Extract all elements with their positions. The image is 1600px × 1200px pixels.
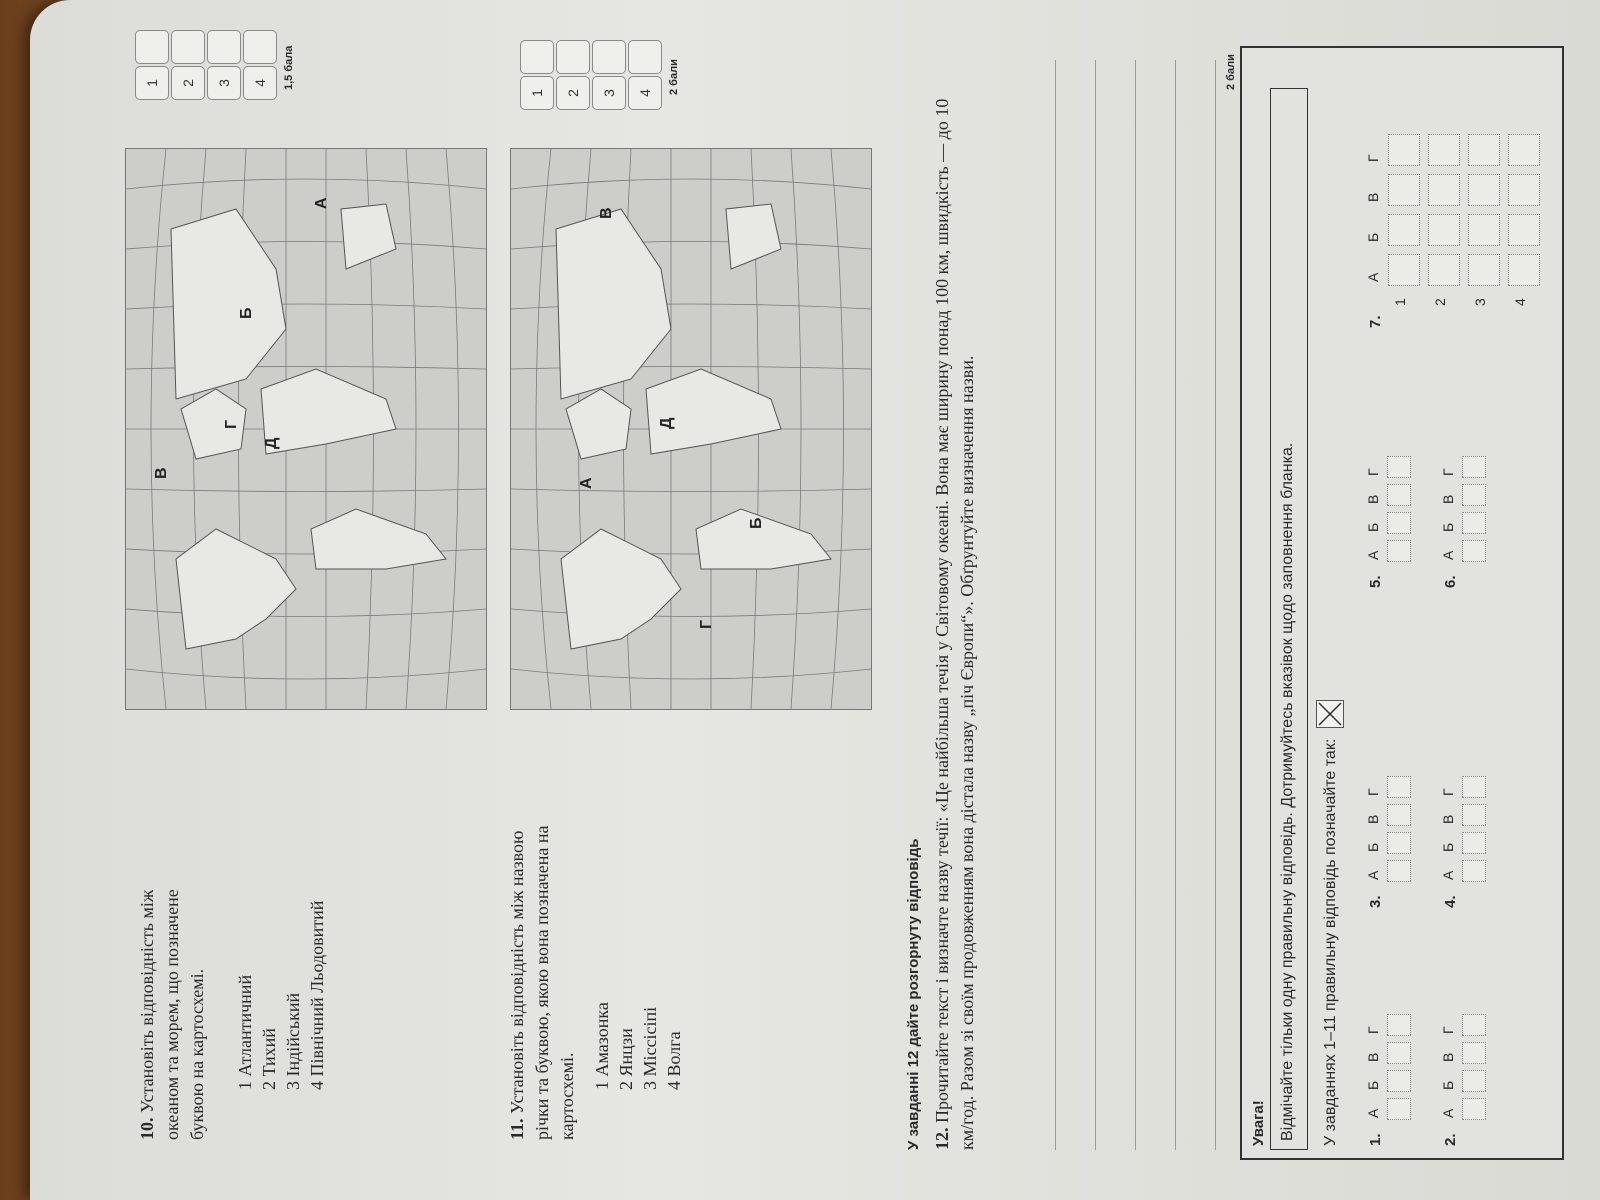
answer-checkbox[interactable] [1462,484,1486,506]
task11-row-number: 3 [592,76,626,110]
map2-letter: В [598,207,615,219]
task12-text: Прочитайте текст і визначте назву течії: «Це найбільша течія у Світовому океані. Вона має ширину понад 100 км, швидкість — до 10 км/год. Разом зі своїм продовженням вона дістала назву „піч Європи“». Обґрунтуйте визначення назви. [932,98,977,1150]
letter-head: Б [1440,842,1456,852]
answer-checkbox[interactable] [1387,540,1411,562]
answer-checkbox[interactable] [1462,1098,1486,1120]
matrix-checkbox[interactable] [1388,134,1420,166]
answer-item-number: 3. [1367,895,1384,908]
answer-checkbox[interactable] [1387,484,1411,506]
answer-checkbox[interactable] [1462,1042,1486,1064]
task11-option: 3 Міссісіпі [640,1006,660,1090]
answer-checkbox[interactable] [1462,860,1486,882]
letter-head: Б [1440,1080,1456,1090]
answer-checkbox[interactable] [1387,456,1411,478]
answer-checkbox[interactable] [1387,1098,1411,1120]
task11-row-number: 1 [520,76,554,110]
letter-head: А [1365,1108,1381,1118]
task10-number: 10. [137,1117,157,1140]
answer-checkbox[interactable] [1462,456,1486,478]
task11-options [590,1002,686,1090]
letter-head: Г [1365,468,1381,476]
map1-letter: В [153,467,170,479]
task10-option: 3 Індійський [283,992,303,1090]
letter-head: А [1440,870,1456,880]
matrix-checkbox[interactable] [1428,134,1460,166]
letter-head: В [1440,1052,1456,1062]
answer-checkbox[interactable] [1462,1070,1486,1092]
task10-answer-box[interactable] [135,30,169,64]
map2-letter: Г [698,619,715,629]
section12-heading: У завданні 12 дайте розгорнуту відповідь [905,838,922,1150]
task11-option: 2 Янцзи [616,1028,636,1090]
task11-row-number: 2 [556,76,590,110]
task11-row-number: 4 [628,76,662,110]
letter-head: А [1365,870,1381,880]
letter-head: Б [1365,232,1381,242]
answer-line[interactable] [1135,60,1136,1150]
notice-instruction: У завданнях 1–11 правильну відповідь позначайте так: [1322,738,1339,1146]
answer-item-number: 6. [1442,575,1459,588]
letter-head: В [1365,494,1381,504]
matrix-checkbox[interactable] [1388,214,1420,246]
matrix-checkbox[interactable] [1428,254,1460,286]
matrix-row-number: 2 [1432,298,1448,306]
matrix-checkbox[interactable] [1428,174,1460,206]
matrix-row-number: 4 [1512,298,1528,306]
task11-number: 11. [507,1118,527,1140]
letter-head: Б [1365,842,1381,852]
answer-checkbox[interactable] [1462,832,1486,854]
letter-head: В [1440,814,1456,824]
task10-answer-box[interactable] [171,30,205,64]
notice-box [1270,88,1308,1150]
task11-answer-box[interactable] [556,40,590,74]
task10-options [233,901,329,1090]
letter-head: Г [1440,788,1456,796]
world-map-2 [511,149,871,709]
task12-points: 2 бали [1225,54,1237,90]
map1-letter: А [313,197,330,209]
letter-head: А [1365,272,1381,282]
answer-checkbox[interactable] [1387,1014,1411,1036]
letter-head: Г [1365,788,1381,796]
world-map-1 [126,149,486,709]
task10-question [135,840,210,1140]
task11-answer-box[interactable] [592,40,626,74]
task10-map [125,148,487,710]
answer-checkbox[interactable] [1462,1014,1486,1036]
task10-row-number: 4 [243,66,277,100]
answer-line[interactable] [1175,60,1176,1150]
matrix-row-number: 1 [1392,298,1408,306]
letter-head: А [1365,550,1381,560]
answer-item-number: 5. [1367,575,1384,588]
matrix-checkbox[interactable] [1468,134,1500,166]
task10-option: 1 Атлантичний [235,974,255,1090]
task11-answer-box[interactable] [520,40,554,74]
answer-checkbox[interactable] [1387,804,1411,826]
matrix-checkbox[interactable] [1468,174,1500,206]
map2-letter: А [578,477,595,489]
answer-checkbox[interactable] [1387,512,1411,534]
task10-row-number: 2 [171,66,205,100]
letter-head: Б [1440,522,1456,532]
task11-text: Установіть відповідність між назвою річки та буквою, якою вона позначена на картосхемі. [507,825,577,1140]
notice-title: Увага! [1250,1100,1267,1146]
answer-item-number: 7. [1367,315,1384,328]
task10-row-number: 3 [207,66,241,100]
task11-question [505,820,580,1140]
matrix-checkbox[interactable] [1468,254,1500,286]
answer-checkbox[interactable] [1462,540,1486,562]
answer-checkbox[interactable] [1387,1042,1411,1064]
task11-map [510,148,872,710]
letter-head: Б [1365,1080,1381,1090]
task11-points: 2 бали [668,59,680,95]
map1-letter: Б [238,307,255,319]
letter-head: Г [1440,1026,1456,1034]
matrix-checkbox[interactable] [1388,254,1420,286]
task10-answer-box[interactable] [243,30,277,64]
answer-line[interactable] [1215,60,1216,1150]
answer-line[interactable] [1055,60,1056,1150]
matrix-checkbox[interactable] [1508,214,1540,246]
notice-text: Відмічайте тільки одну правильну відповідь. Дотримуйтесь вказівок щодо заповнення бланка. [1279,442,1296,1141]
matrix-checkbox[interactable] [1468,214,1500,246]
task10-option: 2 Тихий [259,1028,279,1090]
task12-number: 12. [932,1127,952,1150]
matrix-checkbox[interactable] [1508,174,1540,206]
map1-letter: Д [263,437,280,449]
task10-answer-box[interactable] [207,30,241,64]
letter-head: В [1365,1052,1381,1062]
task10-points: 1,5 бала [283,45,295,90]
letter-head: Г [1365,1026,1381,1034]
letter-head: В [1440,494,1456,504]
cross-mark-icon [1317,701,1343,727]
answer-line[interactable] [1095,60,1096,1150]
matrix-checkbox[interactable] [1508,254,1540,286]
letter-head: А [1440,1108,1456,1118]
answer-checkbox[interactable] [1462,804,1486,826]
task10-option: 4 Північний Льодовитий [307,900,327,1090]
task10-row-number: 1 [135,66,169,100]
answer-checkbox[interactable] [1387,860,1411,882]
map2-letter: Б [748,517,765,529]
answer-item-number: 4. [1442,895,1459,908]
map2-letter: Д [658,417,675,429]
task10-text: Установіть відповідність між океаном та морем, що позначене буквою на картосхемі. [137,889,207,1140]
answer-checkbox[interactable] [1387,832,1411,854]
letter-head: В [1365,814,1381,824]
letter-head: Г [1365,154,1381,162]
answer-checkbox[interactable] [1387,776,1411,798]
sample-mark-box [1316,700,1344,728]
answer-checkbox[interactable] [1387,1070,1411,1092]
letter-head: Б [1365,522,1381,532]
matrix-row-number: 3 [1472,298,1488,306]
map1-letter: Г [223,419,240,429]
letter-head: В [1365,192,1381,202]
answer-sheet-panel [1240,46,1564,1160]
rotated-worksheet [115,40,1575,1180]
letter-head: А [1440,550,1456,560]
matrix-checkbox[interactable] [1428,214,1460,246]
answer-checkbox[interactable] [1462,512,1486,534]
task11-answer-box[interactable] [628,40,662,74]
task11-option: 4 Волга [664,1031,684,1090]
answer-checkbox[interactable] [1462,776,1486,798]
task11-option: 1 Амазонка [592,1002,612,1090]
task12-question [930,90,980,1150]
answer-item-number: 1. [1367,1133,1384,1146]
letter-head: Г [1440,468,1456,476]
answer-item-number: 2. [1442,1133,1459,1146]
matrix-checkbox[interactable] [1508,134,1540,166]
matrix-checkbox[interactable] [1388,174,1420,206]
